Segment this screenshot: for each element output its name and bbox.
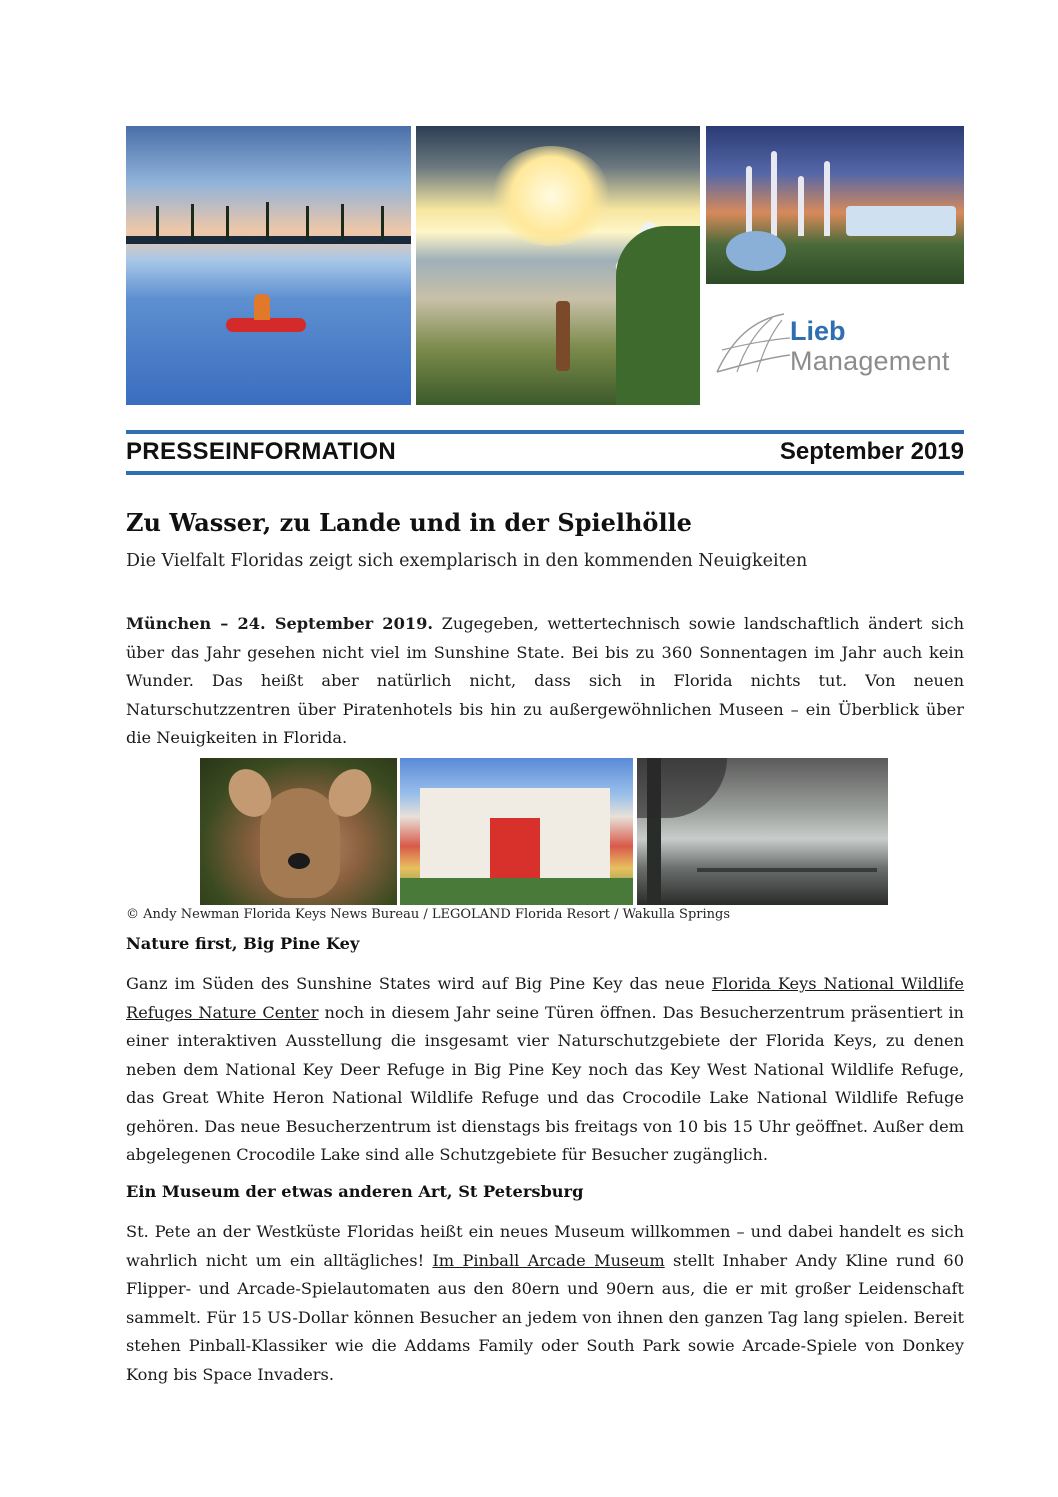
intro-text: Zugegeben, wettertechnisch sowie landschaftlich ändert sich über das Jahr gesehen nicht viel im Sunshine State. Bei bis zu 360 Sonnentagen im Jahr auch kein Wunder. Das heißt aber natürlich nicht, dass sich in Florida nichts tut. Von neuen Naturschutzzentren über Piratenhotels bis hin zu außergewöhnlichen Museen – ein Überblick über die Neuigkeiten in Florida. (126, 614, 964, 747)
press-label: PRESSEINFORMATION (126, 438, 397, 465)
pinball-museum-link[interactable]: Im Pinball Arcade Museum (432, 1250, 665, 1270)
section1-text-after: noch in diesem Jahr seine Türen öffnen. Das Besucherzentrum präsentiert in einer interaktiven Ausstellung die insgesamt vier Naturschutzgebiete der Florida Keys, zu denen neben dem National Key Deer Refuge in Big Pine Key noch das Key West National Wildlife Refuge, das Great White Heron National Wildlife Refuge und das Crocodile Lake National Wildlife Refuge gehören. Das neue Besucherzentrum ist dienstags bis freitags von 10 bis 15 Uhr geöffnet. Außer dem abgelegenen Crocodile Lake sind alle Schutzgebiete für Besucher zugänglich. (126, 1002, 964, 1164)
bottom-rule (126, 471, 964, 475)
kayak-sunset-photo (126, 126, 411, 405)
section2-text-before: St. Pete an der Westküste Floridas heißt ein neues Museum willkommen – und dabei handelt es sich wahrlich nicht um ein alltägliches! (126, 1222, 964, 1270)
photo-caption: © Andy Newman Florida Keys News Bureau / LEGOLAND Florida Resort / Wakulla Springs (126, 907, 731, 922)
headline: Zu Wasser, zu Lande und in der Spielhölle (126, 508, 692, 537)
press-date: September 2019 (779, 438, 964, 465)
top-rule (126, 430, 964, 434)
section1-paragraph (126, 970, 964, 1170)
lieb-management-logo (712, 308, 962, 383)
logo-line1: Lieb (790, 316, 846, 346)
logo-line2: Management (790, 346, 950, 376)
intro-paragraph (126, 610, 964, 753)
section2-text-after: stellt Inhaber Andy Kline rund 60 Flipper- und Arcade-Spielautomaten aus den 80ern und 90ern aus, die er mit großer Leidenschaft sammelt. Für 15 US-Dollar können Besucher an jedem von ihnen den ganzen Tag lang spielen. Bereit stehen Pinball-Klassiker wie die Addams Family oder South Park sowie Arcade-Spiele von Donkey Kong bis Space Invaders. (126, 1250, 965, 1384)
dateline: München – 24. September 2019. (126, 614, 433, 633)
wakulla-springs-photo (637, 758, 888, 905)
nature-center-link[interactable]: Florida Keys National Wildlife Refuges Nature Center (126, 974, 964, 1022)
key-deer-photo (200, 758, 397, 905)
subtitle: Die Vielfalt Floridas zeigt sich exemplarisch in den kommenden Neuigkeiten (126, 551, 808, 571)
section1-text-before: Ganz im Süden des Sunshine States wird auf Big Pine Key das neue (126, 974, 712, 993)
legoland-hotel-photo (400, 758, 633, 905)
section2-heading: Ein Museum der etwas anderen Art, St Petersburg (126, 1182, 584, 1201)
section1-heading: Nature first, Big Pine Key (126, 934, 360, 953)
section2-paragraph (126, 1218, 964, 1389)
rocket-garden-photo (706, 126, 964, 284)
surfer-beach-photo (416, 126, 700, 405)
globe-logo-icon (712, 310, 792, 380)
